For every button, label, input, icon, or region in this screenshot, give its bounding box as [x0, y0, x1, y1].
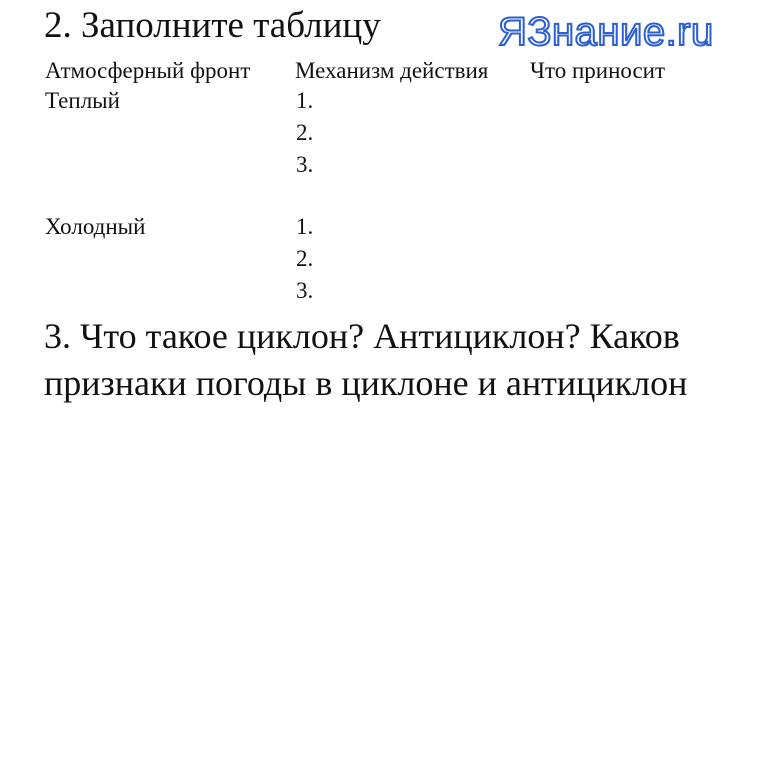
table-header-mechanism: Механизм действия — [295, 58, 489, 83]
task-3-question-line-2: признаки погоды в циклоне и антициклон — [44, 363, 688, 403]
cold-item-number: 3. — [296, 278, 314, 303]
row-label-cold: Холодный — [45, 214, 146, 239]
task-3-question-line-1: 3. Что такое циклон? Антициклон? Каков — [44, 316, 680, 356]
table-header-brings: Что приносит — [530, 58, 666, 83]
warm-item-number: 3. — [296, 152, 314, 177]
row-label-warm: Теплый — [45, 88, 120, 113]
table-header-front: Атмосферный фронт — [45, 58, 251, 83]
cold-item-number: 1. — [296, 214, 314, 239]
watermark-logo: ЯЗнание.ru — [498, 10, 714, 54]
cold-item-number: 2. — [296, 246, 314, 271]
task-2-title: 2. Заполните таблицу — [44, 5, 381, 46]
warm-item-number: 1. — [296, 88, 314, 113]
warm-item-number: 2. — [296, 120, 314, 145]
